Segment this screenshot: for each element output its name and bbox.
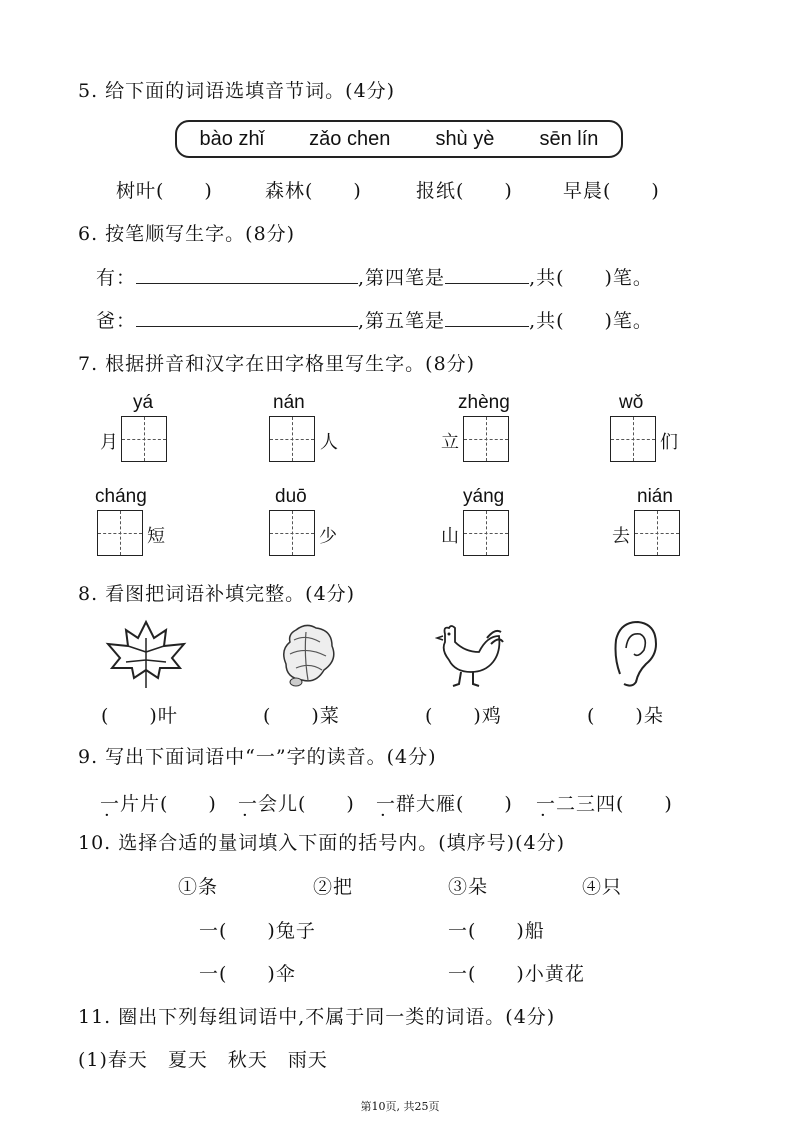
q7-pinyin: duō: [275, 486, 307, 507]
q8-blank[interactable]: ( )菜: [263, 705, 340, 727]
q7-char: 山: [441, 526, 459, 547]
q6-char: 爸：: [96, 310, 137, 332]
tianzige-grid[interactable]: [269, 416, 315, 462]
page-footer: 第10页, 共25页: [360, 1100, 440, 1113]
q9-word: 一二三四: [536, 793, 617, 815]
q11-row[interactable]: (1)春天 夏天 秋天 雨天: [78, 1049, 328, 1071]
q9-word: 一会儿: [238, 793, 299, 815]
q5-option: zǎo chen: [309, 127, 391, 150]
q7-pinyin: wǒ: [619, 392, 644, 413]
q7-char: 月: [100, 432, 118, 453]
q5-blank[interactable]: 树叶( ): [116, 180, 213, 202]
q5-blank[interactable]: 报纸( ): [416, 180, 513, 202]
q6-row: [96, 306, 653, 333]
tianzige-grid[interactable]: [610, 416, 656, 462]
q7-pinyin: yá: [133, 392, 154, 413]
q6-title: 6. 按笔顺写生字。(8分): [78, 223, 296, 245]
q7-pinyin: nán: [273, 392, 305, 413]
leaf-icon: [104, 618, 188, 690]
q10-option: ③朵: [448, 876, 489, 898]
q7-pinyin: yáng: [463, 486, 505, 507]
q6-answer-line[interactable]: [136, 265, 358, 284]
q6-stroke-line[interactable]: [445, 265, 529, 284]
cabbage-icon: [276, 620, 342, 690]
q7-char: 人: [320, 432, 338, 453]
q9-blank[interactable]: ( ): [456, 793, 513, 815]
q7-char: 立: [441, 432, 459, 453]
q10-blank[interactable]: 一( )小黄花: [448, 963, 585, 985]
q5-blank[interactable]: 早晨( ): [563, 180, 660, 202]
q10-option: ①条: [178, 876, 219, 898]
q7-pinyin: cháng: [95, 486, 147, 507]
q5-pinyin-box: [175, 120, 623, 158]
q6-stroke-line[interactable]: [445, 308, 529, 327]
ear-icon: [608, 618, 660, 690]
q9-word: 一片片: [100, 793, 161, 815]
q9-item: [536, 789, 673, 816]
tianzige-grid[interactable]: [269, 510, 315, 556]
q10-blank[interactable]: 一( )船: [448, 920, 545, 942]
q6-row: [96, 263, 653, 290]
tianzige-grid[interactable]: [634, 510, 680, 556]
q7-char: 少: [319, 526, 337, 547]
q7-char: 短: [147, 526, 165, 547]
q6-end: ,共( )笔。: [529, 267, 653, 289]
q9-blank[interactable]: ( ): [298, 793, 355, 815]
q7-pinyin: zhèng: [458, 392, 510, 413]
q9-title: 9. 写出下面词语中“一”字的读音。(4分): [78, 746, 437, 768]
q5-blank[interactable]: 森林( ): [265, 180, 362, 202]
q5-title: 5. 给下面的词语选填音节词。(4分): [78, 80, 396, 102]
q9-blank[interactable]: ( ): [160, 793, 217, 815]
q6-answer-line[interactable]: [136, 308, 358, 327]
rooster-icon: [435, 622, 505, 690]
q8-title: 8. 看图把词语补填完整。(4分): [78, 583, 356, 605]
q8-blank[interactable]: ( )鸡: [425, 705, 502, 727]
tianzige-grid[interactable]: [121, 416, 167, 462]
q7-char: 们: [660, 432, 678, 453]
q7-char: 去: [612, 526, 630, 547]
q9-blank[interactable]: ( ): [616, 793, 673, 815]
q8-blank[interactable]: ( )朵: [587, 705, 664, 727]
q11-title: 11. 圈出下列每组词语中,不属于同一类的词语。(4分): [78, 1006, 556, 1028]
q10-blank[interactable]: 一( )兔子: [199, 920, 316, 942]
q6-mid: ,第四笔是: [358, 267, 446, 289]
q7-title: 7. 根据拼音和汉字在田字格里写生字。(8分): [78, 353, 476, 375]
q6-mid: ,第五笔是: [358, 310, 446, 332]
q9-item: [100, 789, 217, 816]
q6-end: ,共( )笔。: [529, 310, 653, 332]
tianzige-grid[interactable]: [463, 510, 509, 556]
q10-option: ②把: [313, 876, 354, 898]
q5-option: shù yè: [435, 127, 495, 150]
q5-option: sēn lín: [539, 127, 599, 150]
q5-option: bào zhǐ: [199, 127, 265, 150]
q10-option: ④只: [582, 876, 623, 898]
q8-blank[interactable]: ( )叶: [101, 705, 178, 727]
tianzige-grid[interactable]: [97, 510, 143, 556]
q7-pinyin: nián: [637, 486, 673, 507]
q9-item: [376, 789, 513, 816]
q9-item: [238, 789, 355, 816]
q10-blank[interactable]: 一( )伞: [199, 963, 296, 985]
q9-word: 一群大雁: [376, 793, 457, 815]
q10-title: 10. 选择合适的量词填入下面的括号内。(填序号)(4分): [78, 832, 565, 854]
q6-char: 有：: [96, 267, 137, 289]
tianzige-grid[interactable]: [463, 416, 509, 462]
